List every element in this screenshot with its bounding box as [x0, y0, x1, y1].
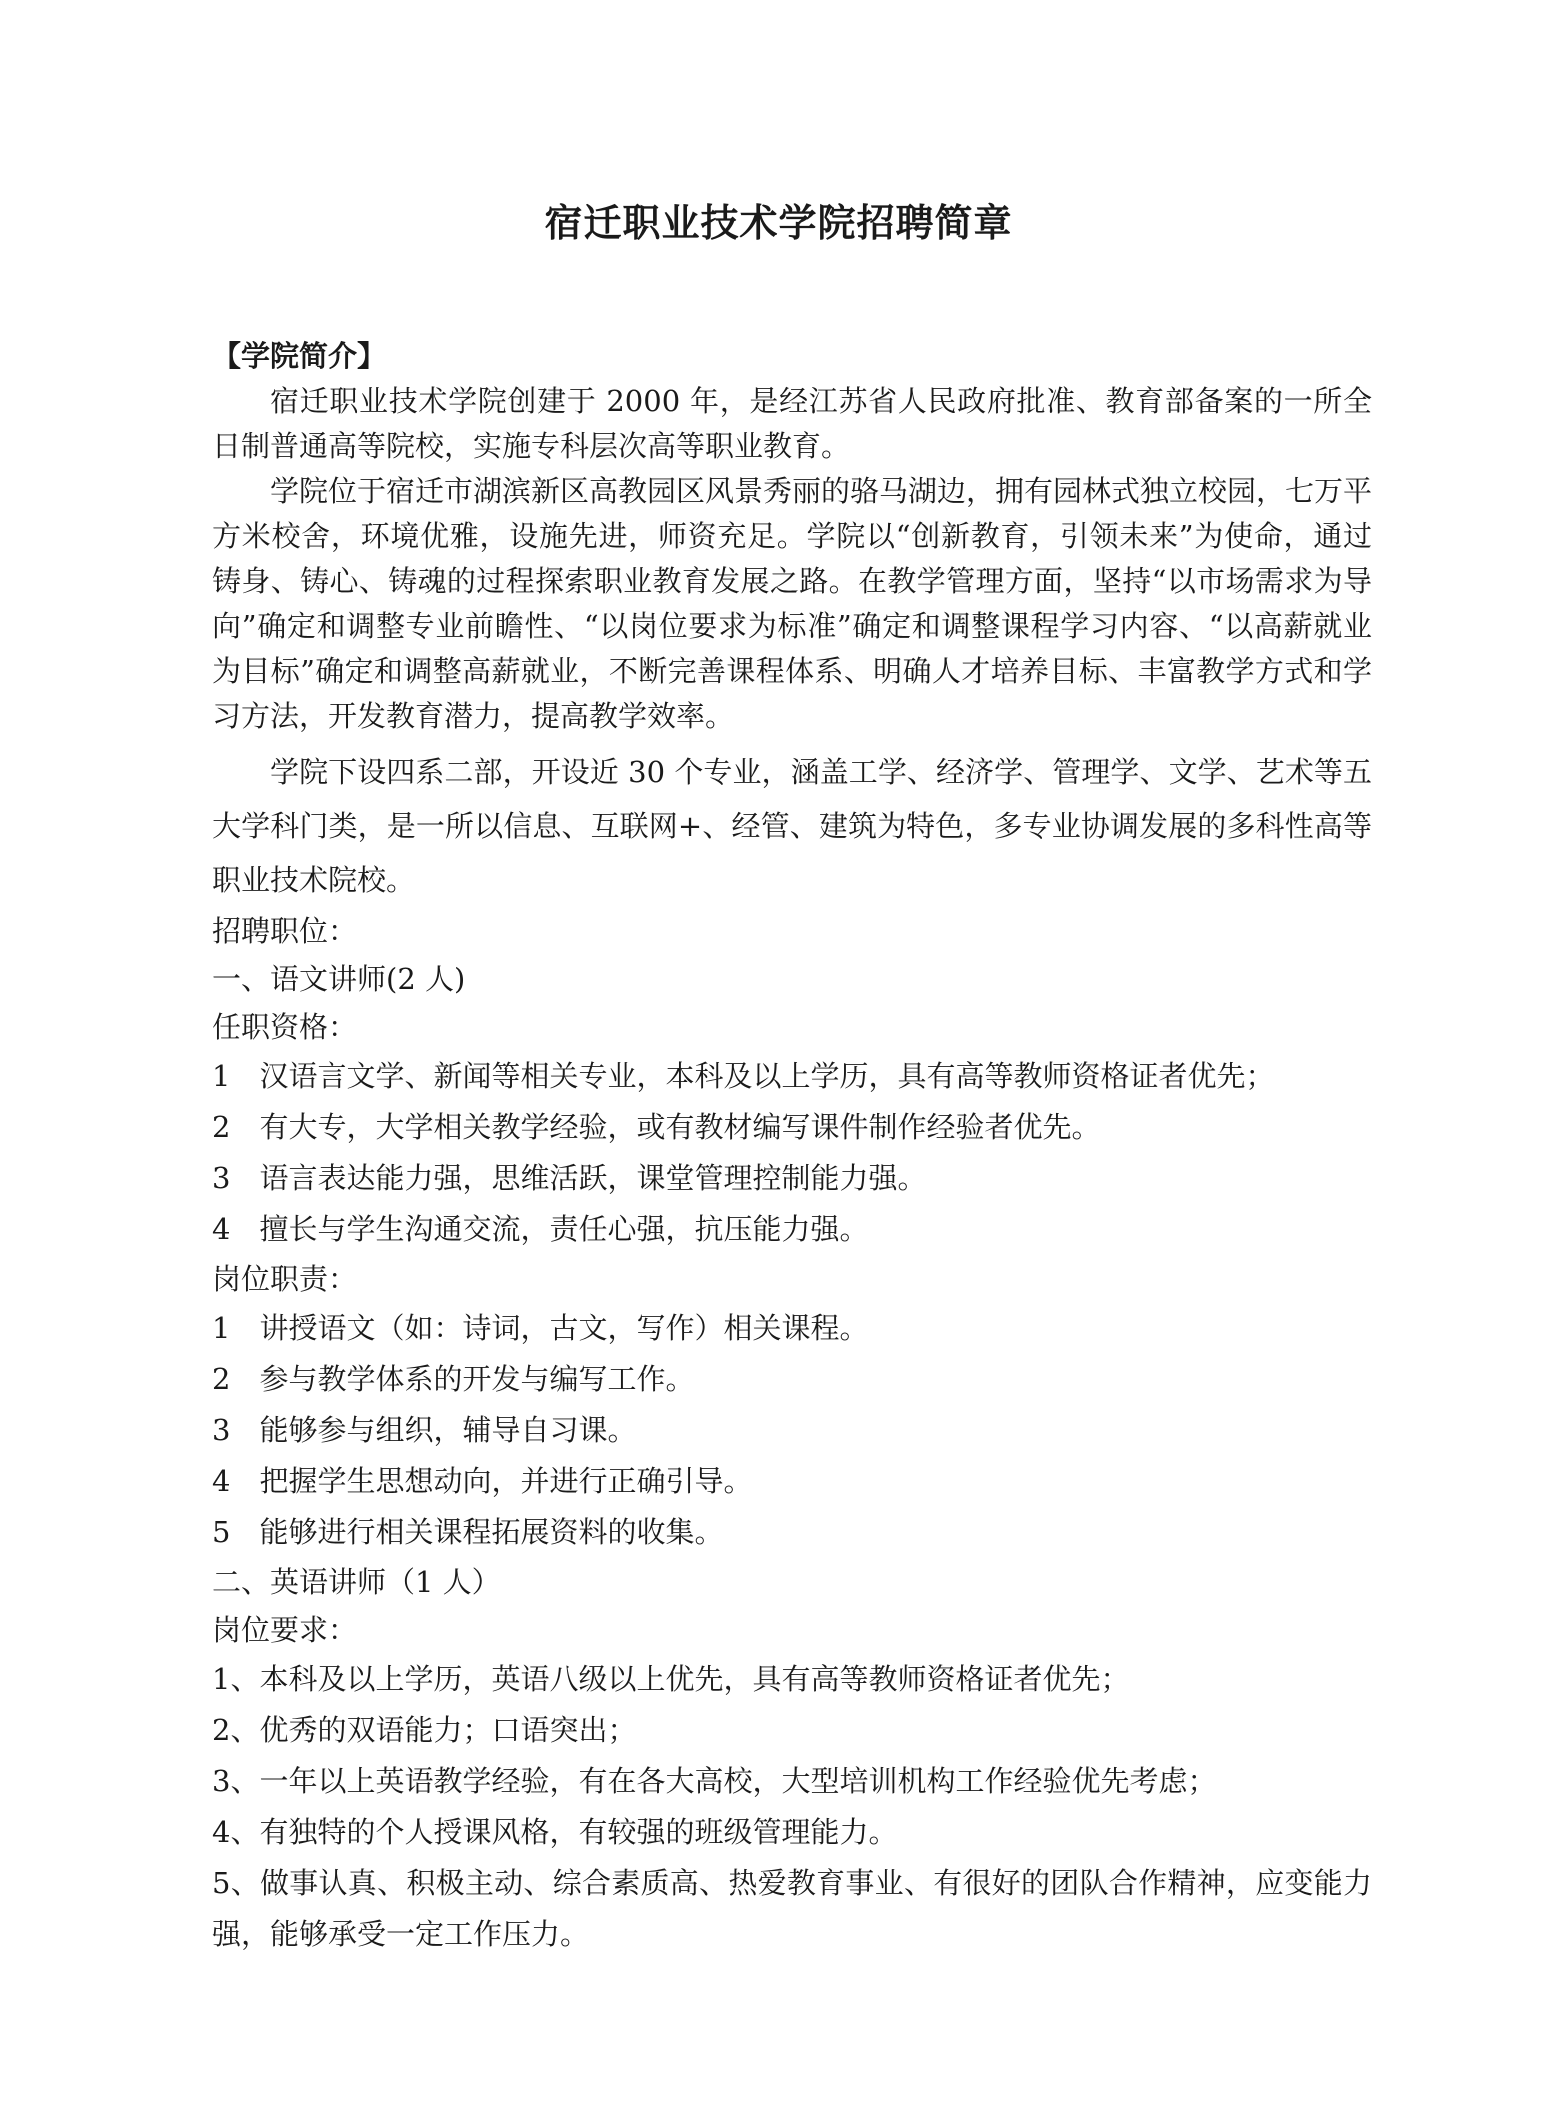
qualifications-label: 任职资格：: [212, 1010, 358, 1044]
requirements-label: 岗位要求：: [212, 1613, 358, 1647]
duty-item-5: 5 能够进行相关课程拓展资料的收集。: [212, 1515, 724, 1549]
position-title-english-lecturer: 二、英语讲师（1 人）: [212, 1565, 501, 1599]
requirement-item-4: 4、有独特的个人授课风格，有较强的班级管理能力。: [212, 1815, 898, 1849]
qualification-item-3: 3 语言表达能力强，思维活跃，课堂管理控制能力强。: [212, 1161, 927, 1195]
duties-label: 岗位职责：: [212, 1262, 358, 1296]
requirement-item-3: 3、一年以上英语教学经验，有在各大高校，大型培训机构工作经验优先考虑；: [212, 1764, 1217, 1798]
qualification-item-1: 1 汉语言文学、新闻等相关专业，本科及以上学历，具有高等教师资格证者优先；: [212, 1059, 1275, 1093]
duty-item-1: 1 讲授语文（如：诗词，古文，写作）相关课程。: [212, 1311, 869, 1345]
qualification-item-2: 2 有大专，大学相关教学经验，或有教材编写课件制作经验者优先。: [212, 1110, 1101, 1144]
intro-paragraph-3: 学院下设四系二部，开设近 30 个专业，涵盖工学、经济学、管理学、文学、艺术等五大学科门类，是一所以信息、互联网+、经管、建筑为特色，多专业协调发展的多科性高等职业技术院校。: [212, 755, 1372, 897]
requirement-item-2: 2、优秀的双语能力；口语突出；: [212, 1713, 637, 1747]
requirement-item-1: 1、本科及以上学历，英语八级以上优先，具有高等教师资格证者优先；: [212, 1662, 1130, 1696]
document-title: 宿迁职业技术学院招聘简章: [544, 200, 1013, 245]
intro-paragraph-1: 宿迁职业技术学院创建于 2000 年，是经江苏省人民政府批准、教育部备案的一所全日制普通高等院校，实施专科层次高等职业教育。: [212, 384, 1372, 463]
duty-item-2: 2 参与教学体系的开发与编写工作。: [212, 1362, 695, 1396]
intro-heading: 【学院简介】: [212, 339, 387, 373]
duty-item-4: 4 把握学生思想动向，并进行正确引导。: [212, 1464, 753, 1498]
intro-paragraph-2: 学院位于宿迁市湖滨新区高教园区风景秀丽的骆马湖边，拥有园林式独立校园，七万平方米校舍，环境优雅，设施先进，师资充足。学院以“创新教育，引领未来”为使命，通过铸身、铸心、铸魂的过程探索职业教育发展之路。在教学管理方面，坚持“以市场需求为导向”确定和调整专业前瞻性、“以岗位要求为标准”确定和调整课程学习内容、“以高薪就业为目标”确定和调整高薪就业，不断完善课程体系、明确人才培养目标、丰富教学方式和学习方法，开发教育潜力，提高教学效率。: [212, 474, 1373, 733]
position-title-chinese-lecturer: 一、语文讲师(2 人): [212, 962, 466, 996]
document-body: [212, 334, 1372, 1960]
duty-item-3: 3 能够参与组织，辅导自习课。: [212, 1413, 637, 1447]
requirement-item-5: 5、做事认真、积极主动、综合素质高、热爱教育事业、有很好的团队合作精神，应变能力强，能够承受一定工作压力。: [212, 1866, 1372, 1951]
qualification-item-4: 4 擅长与学生沟通交流，责任心强，抗压能力强。: [212, 1212, 869, 1246]
positions-heading: 招聘职位：: [212, 914, 358, 948]
